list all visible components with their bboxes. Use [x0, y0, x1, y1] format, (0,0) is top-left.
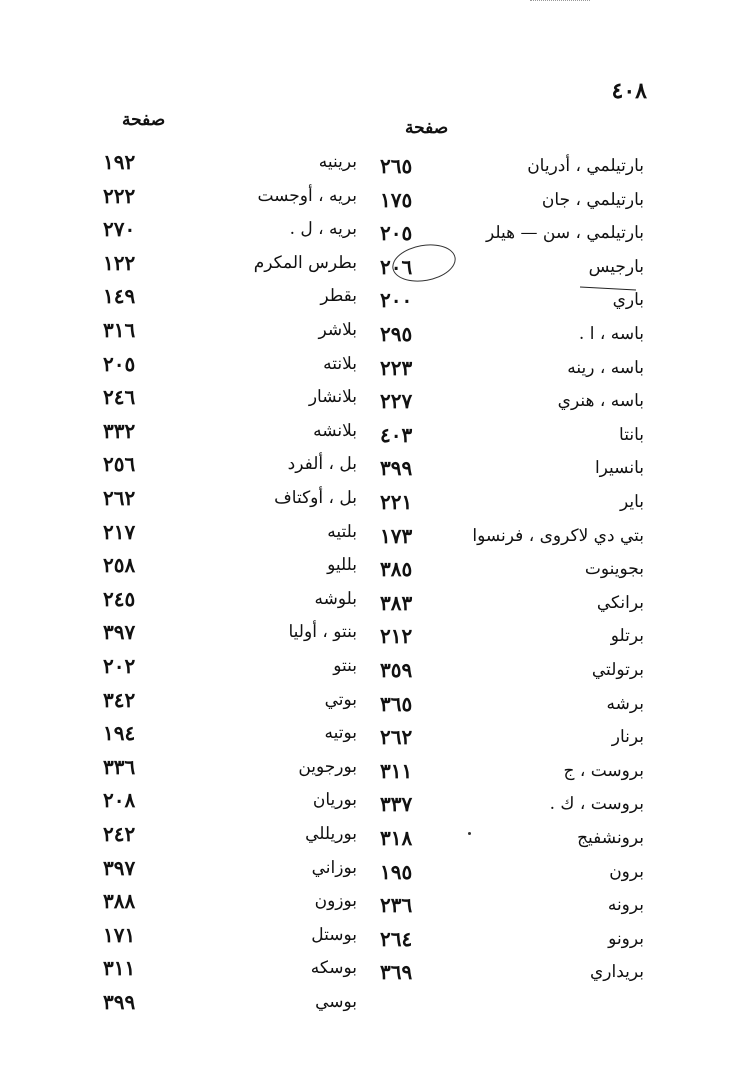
- entry-name: بتي دي لاكروى ، فرنسوا: [472, 525, 644, 546]
- entry-page: ٢٠٦: [380, 254, 413, 279]
- entry-name: باسه ، هنري: [557, 391, 644, 412]
- entry-name: بوسي: [315, 992, 357, 1012]
- entry-page: ١٧٣: [380, 523, 413, 548]
- entry-page: ٣٤٢: [103, 687, 136, 712]
- right-index-entry: [0, 690, 739, 725]
- entry-page: ٢٤٢: [103, 822, 136, 846]
- entry-name: بوزاني: [311, 857, 357, 878]
- entry-page: ٣٨٥: [380, 557, 413, 582]
- entry-page: ٣١٦: [103, 318, 136, 342]
- entry-name: باسه ، رينه: [567, 357, 644, 378]
- right-column-header: صفحة: [405, 118, 449, 138]
- entry-name: بورجوين: [298, 756, 357, 777]
- entry-page: ٢٥٦: [103, 452, 136, 477]
- right-index-entry: [0, 824, 739, 859]
- entry-page: ٢٣٦: [380, 893, 413, 918]
- entry-page: ٢٦٤: [380, 926, 413, 951]
- entry-page: ٢٠٥: [380, 221, 413, 246]
- entry-page: ٣١٨: [380, 826, 413, 850]
- right-index-entry: [0, 858, 739, 893]
- entry-name: بروست ، ك .: [549, 794, 644, 815]
- right-index-entry: [0, 454, 739, 489]
- entry-name: باير: [619, 492, 644, 512]
- right-index-entry: [0, 555, 739, 590]
- entry-page: ٢٧٠: [103, 217, 136, 242]
- entry-page: ٣٣٢: [103, 418, 136, 443]
- entry-page: ٢٦٢: [103, 486, 136, 510]
- stray-dot: [468, 832, 471, 835]
- entry-name: بلانته: [323, 353, 357, 374]
- entry-page: ٣٩٧: [103, 855, 136, 880]
- right-index-entry: [0, 152, 739, 187]
- entry-page: ٢١٢: [380, 624, 413, 649]
- entry-name: برون: [609, 861, 644, 882]
- right-index-entry: [0, 286, 739, 321]
- right-index-entry: [0, 421, 739, 456]
- entry-page: ٢٥٨: [103, 553, 136, 578]
- entry-page: ٢٠٥: [103, 351, 136, 376]
- entry-page: ٢٦٥: [380, 154, 413, 178]
- right-index-entry: [0, 488, 739, 523]
- entry-page: ٢٦٢: [380, 725, 413, 750]
- entry-name: بلانشار: [308, 387, 357, 408]
- entry-name: بوريللي: [305, 824, 357, 844]
- entry-name: بنتو: [333, 656, 357, 676]
- entry-name: بارتيلمي ، سن — هيلر: [486, 223, 644, 244]
- entry-name: بريه ، ل .: [289, 219, 357, 240]
- entry-name: برونو: [608, 928, 644, 949]
- entry-name: بانسيرا: [594, 458, 644, 479]
- entry-name: بل ، ألفرد: [287, 454, 357, 475]
- right-index-entry: [0, 656, 739, 691]
- entry-page: ٣٩٩: [103, 990, 136, 1014]
- entry-name: برانكي: [596, 592, 644, 613]
- entry-name: برنار: [611, 727, 644, 748]
- entry-name: بنتو ، أوليا: [288, 622, 357, 643]
- entry-page: ٢٠٢: [103, 654, 136, 678]
- entry-page: ١٩٤: [103, 721, 136, 746]
- right-index-entry: [0, 790, 739, 825]
- right-index-entry: [0, 589, 739, 624]
- entry-name: برونشفيج: [577, 828, 644, 848]
- entry-name: بارتيلمي ، أدريان: [527, 156, 644, 176]
- entry-name: باسه ، ا .: [578, 324, 644, 344]
- entry-page: ٣٨٨: [103, 889, 136, 914]
- entry-page: ١٧٥: [380, 187, 413, 212]
- entry-name: بلانشه: [313, 420, 357, 441]
- entry-page: ٣٥٩: [380, 658, 413, 682]
- entry-page: ٣٩٧: [103, 620, 136, 645]
- entry-page: ٢٢١: [380, 490, 413, 514]
- right-index-entry: [0, 219, 739, 254]
- left-column-header: صفحة: [122, 110, 166, 130]
- entry-page: ٢٤٥: [103, 586, 136, 611]
- entry-name: بانتا: [619, 424, 644, 445]
- page-number: ٤٠٨: [611, 78, 647, 104]
- right-index-entry: [0, 387, 739, 422]
- entry-page: ٢٢٣: [380, 355, 413, 380]
- entry-name: بلتيه: [327, 521, 357, 542]
- entry-page: ٢٢٧: [380, 389, 413, 414]
- entry-page: ٢٠٨: [103, 788, 136, 813]
- entry-page: ٣٣٦: [103, 754, 136, 779]
- entry-name: بجوينوت: [584, 559, 644, 580]
- right-index-entry: [0, 925, 739, 960]
- entry-name: برتلو: [610, 626, 644, 647]
- entry-page: ١٩٥: [380, 859, 413, 884]
- right-index-entry: [0, 723, 739, 758]
- entry-page: ٢٩٥: [380, 322, 413, 346]
- entry-page: ٣٩٩: [380, 456, 413, 481]
- entry-name: بوتي: [324, 689, 357, 710]
- entry-name: برونه: [607, 895, 644, 916]
- entry-name: برتولتي: [591, 660, 644, 680]
- entry-name: بلاشر: [318, 320, 357, 340]
- right-index-entry: [0, 522, 739, 557]
- entry-name: بارتيلمي ، جان: [541, 189, 644, 210]
- right-index-entry: [0, 958, 739, 993]
- entry-page: ٢٠٠: [380, 288, 413, 313]
- right-index-entry: [0, 757, 739, 792]
- entry-name: بريداري: [589, 962, 644, 983]
- entry-name: بارجيس: [588, 256, 644, 277]
- entry-name: بريه ، أوجست: [257, 185, 357, 206]
- entry-page: ٢٢٢: [103, 183, 136, 208]
- top-margin-mark: [530, 0, 590, 3]
- entry-page: ٢١٧: [103, 519, 136, 544]
- entry-page: ٣٣٧: [380, 792, 413, 817]
- entry-name: باري: [612, 290, 644, 311]
- entry-page: ١٤٩: [103, 284, 136, 309]
- right-index-entry: [0, 354, 739, 389]
- entry-name: بوستل: [311, 924, 357, 945]
- right-index-entry: [0, 622, 739, 657]
- entry-page: ٣٨٣: [380, 590, 413, 615]
- entry-page: ١٢٢: [103, 250, 136, 275]
- right-index-entry: [0, 253, 739, 288]
- entry-name: بقطر: [320, 286, 357, 307]
- entry-page: ٣١١: [103, 956, 136, 981]
- entry-name: بوتيه: [324, 723, 357, 744]
- entry-name: بل ، أوكتاف: [274, 488, 357, 508]
- entry-name: بلليو: [327, 555, 357, 576]
- entry-page: ٣٦٩: [380, 960, 413, 985]
- entry-page: ١٧١: [103, 922, 136, 947]
- entry-name: بطرس المكرم: [253, 252, 357, 273]
- right-index-entry: [0, 891, 739, 926]
- entry-name: برشه: [606, 693, 644, 714]
- entry-name: بوسكه: [310, 958, 357, 979]
- entry-name: بوريان: [312, 790, 357, 811]
- entry-page: ١٩٢: [103, 150, 136, 174]
- entry-name: بروست ، ج: [563, 760, 644, 781]
- entry-name: بوزون: [314, 891, 357, 912]
- entry-name: برينيه: [318, 152, 357, 172]
- entry-name: بلوشه: [314, 588, 357, 609]
- entry-page: ٢٤٦: [103, 385, 136, 410]
- right-index-entry: [0, 320, 739, 355]
- entry-page: ٤٠٣: [380, 422, 413, 447]
- entry-page: ٣١١: [380, 758, 413, 783]
- right-index-entry: [0, 186, 739, 221]
- entry-page: ٣٦٥: [380, 691, 413, 716]
